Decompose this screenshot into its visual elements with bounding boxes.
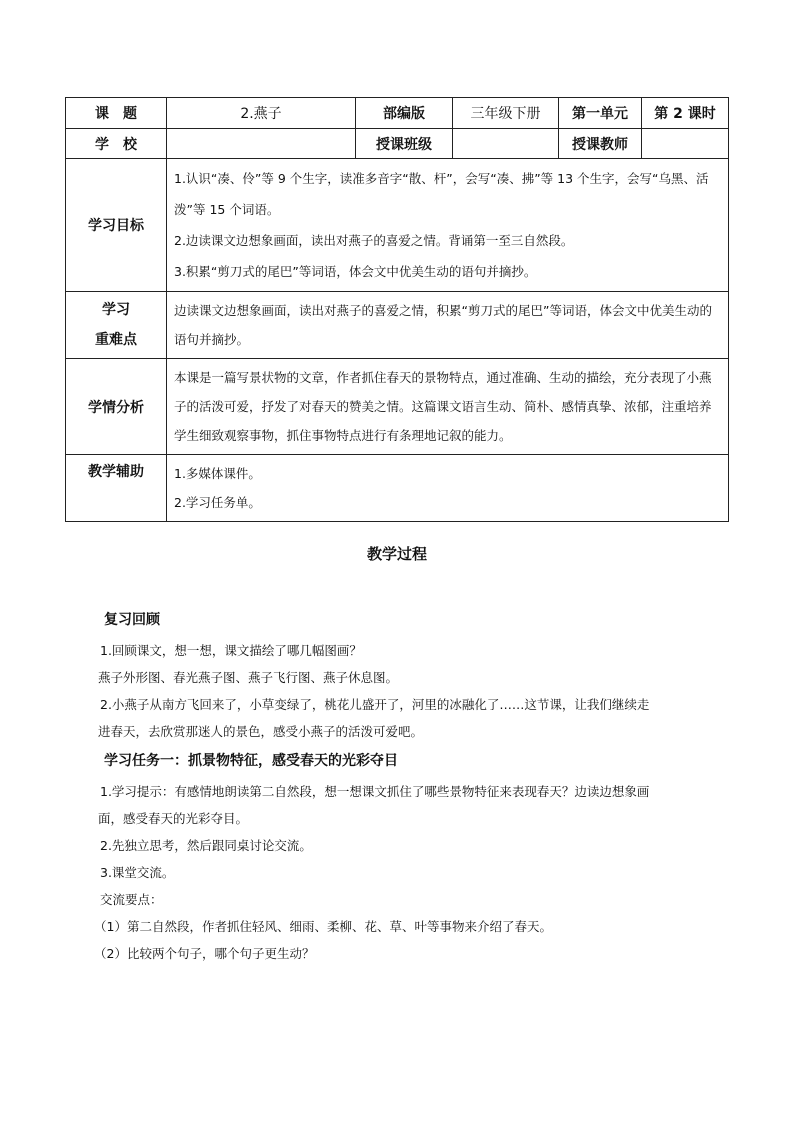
task1-heading: 学习任务一：抓景物特征，感受春天的光彩夺目 — [104, 753, 398, 769]
point-1: （1）第二自然段，作者抓住轻风、细雨、柔柳、花、草、叶等事物来介绍了春天。 — [94, 919, 552, 934]
analysis-content: 本课是一篇写景状物的文章，作者抓住春天的景物特点，通过准确、生动的描绘，充分表现了小燕子的活泼可爱，抒发了对春天的赞美之情。这篇课文语言生动、简朴、感情真挚、浓郁，注重培养学生细致观察事物，抓住事物特点进行有条理地记叙的能力。 — [167, 359, 729, 455]
review-q2-line2: 进春天，去欣赏那迷人的景色，感受小燕子的活泼可爱吧。 — [98, 724, 424, 739]
aid-item: 2.学习任务单。 — [174, 495, 261, 510]
objectives-label: 学习目标 — [66, 159, 167, 292]
points-label: 交流要点： — [100, 892, 163, 907]
difficulty-content: 边读课文边想象画面，读出对燕子的喜爱之情，积累“剪刀式的尾巴”等词语，体会文中优美生动的语句并摘抄。 — [167, 292, 729, 359]
review-q2-line1: 2.小燕子从南方飞回来了，小草变绿了，桃花儿盛开了，河里的冰融化了……这节课，让我们继续走 — [100, 697, 650, 712]
difficulty-label: 学习 重难点 — [66, 292, 167, 359]
analysis-label: 学情分析 — [66, 359, 167, 455]
task1-p1-line1: 1.学习提示：有感情地朗读第二自然段，想一想课文抓住了哪些景物特征来表现春天？边读边想象画 — [100, 784, 650, 799]
grade: 三年级下册 — [453, 98, 559, 129]
review-q1: 1.回顾课文，想一想，课文描绘了哪几幅图画？ — [100, 643, 362, 658]
review-a1: 燕子外形图、春光燕子图、燕子飞行图、燕子休息图。 — [98, 670, 399, 685]
class-label: 授课班级 — [356, 129, 453, 159]
lesson-title: 2.燕子 — [167, 98, 356, 129]
task1-p2: 2.先独立思考，然后跟同桌讨论交流。 — [100, 838, 312, 853]
process-body — [94, 604, 730, 967]
aid-item: 1.多媒体课件。 — [174, 466, 261, 481]
teacher-value — [642, 129, 729, 159]
review-heading: 复习回顾 — [104, 612, 160, 628]
lesson-label: 课 题 — [66, 98, 167, 129]
school-value — [167, 129, 356, 159]
period: 第 2 课时 — [642, 98, 729, 129]
aids-content — [167, 455, 729, 522]
lesson-info-table — [65, 97, 729, 522]
edition: 部编版 — [356, 98, 453, 129]
objective-item: 2.边读课文边想象画面，读出对燕子的喜爱之情。背诵第一至三自然段。 — [174, 233, 574, 248]
class-value — [453, 129, 559, 159]
point-2: （2）比较两个句子，哪个句子更生动？ — [94, 946, 315, 961]
aids-label: 教学辅助 — [66, 455, 167, 522]
objective-item: 1.认识“凑、伶”等 9 个生字，读准多音字“散、杆”，会写“凑、拂”等 13 个生字，会写“乌黑、活泼”等 15 个词语。 — [174, 171, 709, 217]
task1-p1-line2: 面，感受春天的光彩夺目。 — [98, 811, 249, 826]
school-label: 学 校 — [66, 129, 167, 159]
unit: 第一单元 — [559, 98, 642, 129]
process-title: 教学过程 — [366, 545, 427, 563]
objective-item: 3.积累“剪刀式的尾巴”等词语，体会文中优美生动的语句并摘抄。 — [174, 264, 537, 279]
task1-p3: 3.课堂交流。 — [100, 865, 175, 880]
teacher-label: 授课教师 — [559, 129, 642, 159]
objectives-content — [167, 159, 729, 292]
